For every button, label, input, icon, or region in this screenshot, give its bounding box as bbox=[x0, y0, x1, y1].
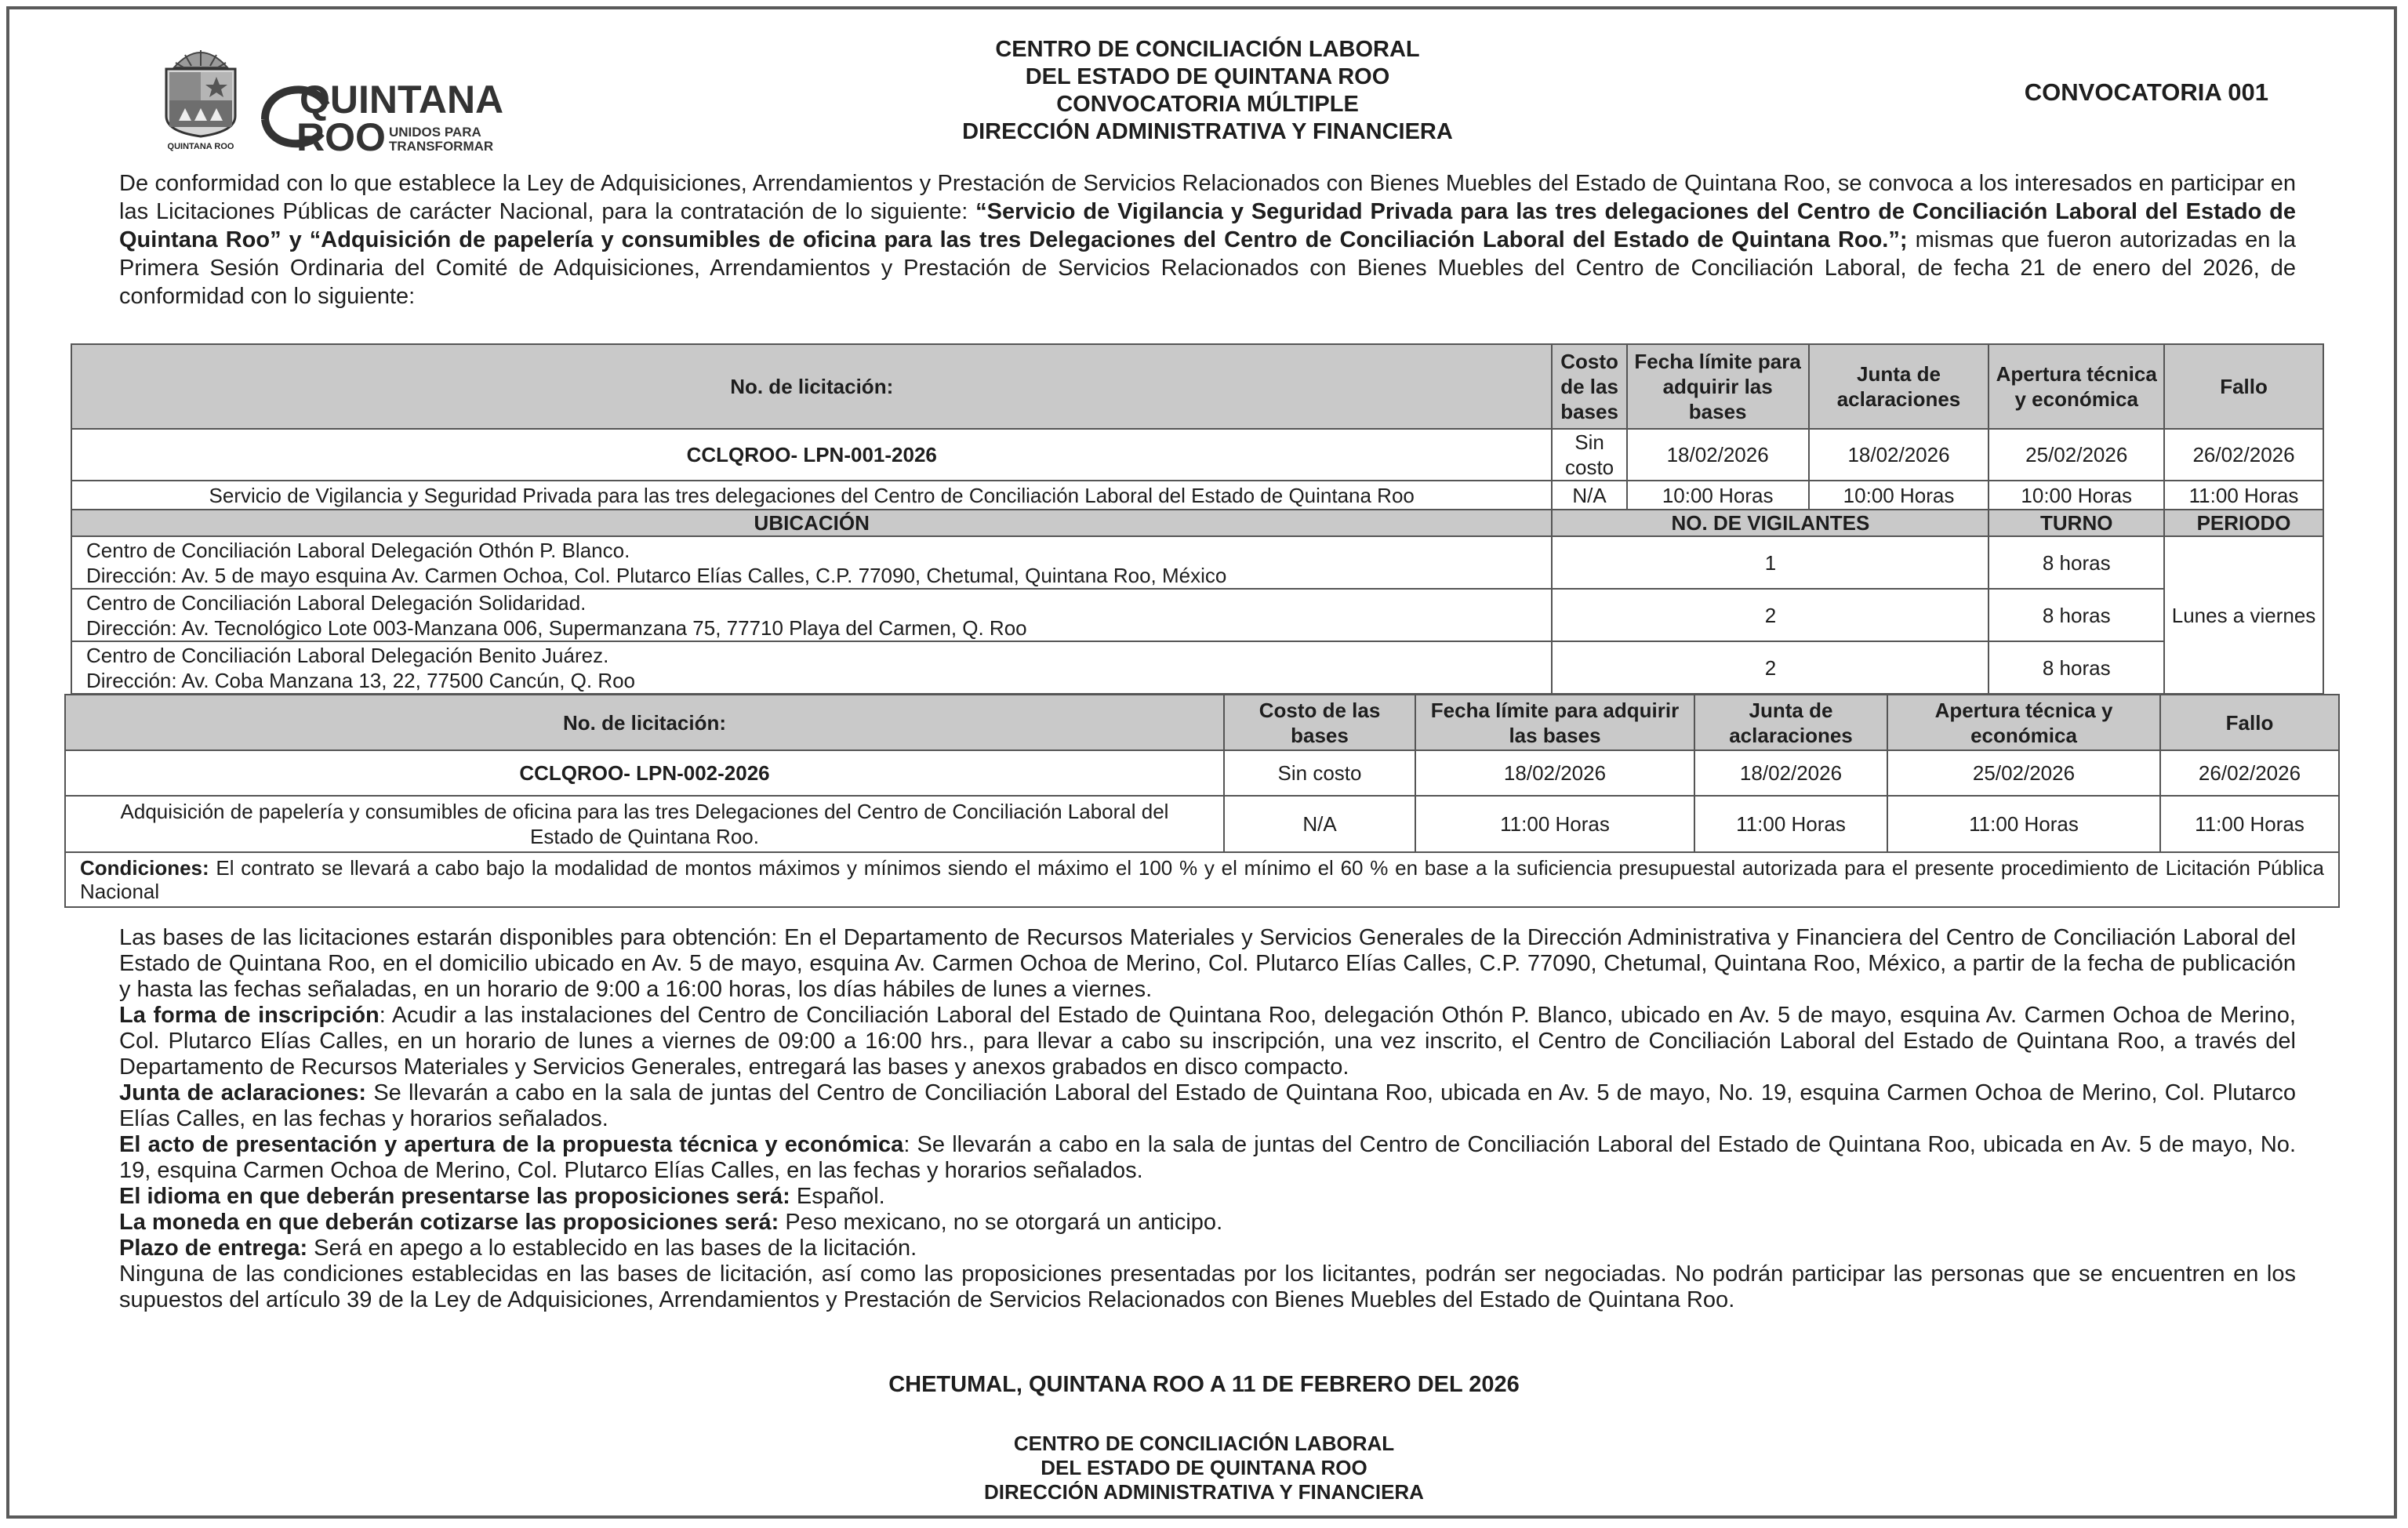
tender-description: Adquisición de papelería y consumibles de oficina para las tres Delegaciones del Centro de Conciliación Laboral del Estado de Quintana Roo. bbox=[65, 796, 1224, 852]
guards-count: 1 bbox=[1552, 536, 1989, 589]
location-name: Centro de Conciliación Laboral Delegación Solidaridad. bbox=[86, 590, 587, 615]
intro-text: De conformidad con lo que establece la Ley de Adquisiciones, Arrendamientos y Prestación de Servicios Relacionados con Bienes Muebles del Estado de Quintana Roo, se convoca a los interesados en participar en las Licitaciones Públicas de carácter Nacional, para la contratación de lo siguiente: bbox=[119, 171, 2296, 224]
col-header: Costo de las bases bbox=[1552, 344, 1626, 429]
location-address: Dirección: Av. Coba Manzana 13, 22, 77500 Cancún, Q. Roo bbox=[86, 668, 636, 692]
table-row bbox=[65, 796, 2339, 852]
table-header-row bbox=[65, 695, 2339, 750]
tender-table-2 bbox=[64, 694, 2340, 908]
table-cell: N/A bbox=[1552, 481, 1626, 510]
table-cell: 11:00 Horas bbox=[1415, 796, 1694, 852]
state-crest-icon bbox=[158, 44, 243, 154]
col-header: Junta de aclaraciones bbox=[1694, 695, 1887, 750]
period: Lunes a viernes bbox=[2164, 536, 2323, 694]
paragraph-label: El idioma en que deberán presentarse las proposiciones será: bbox=[119, 1184, 790, 1209]
paragraph-label: Junta de aclaraciones: bbox=[119, 1080, 367, 1105]
location-row bbox=[71, 536, 2323, 589]
col-header: TURNO bbox=[1989, 510, 2164, 536]
tender-number: CCLQROO- LPN-001-2026 bbox=[71, 429, 1552, 481]
paragraph-label: Plazo de entrega: bbox=[119, 1236, 308, 1261]
location-row bbox=[71, 641, 2323, 694]
table-cell: 18/02/2026 bbox=[1627, 429, 1809, 481]
table-cell: 25/02/2026 bbox=[1989, 429, 2164, 481]
header-title bbox=[737, 36, 1678, 146]
paragraph-text: : Acudir a las instalaciones del Centro de Conciliación Laboral del Estado de Quintana Roo, delegación Othón P. Blanco, ubicado en Av. 5 de mayo, esquina Av. Carmen Ochoa de Merino, Col. Plutarco Elías Calles, en un horario de lunes a viernes de 09:00 a 16:00 hrs., para llevar a cabo su inscripción, una vez inscrito, el Centro de Conciliación Laboral del Estado de Quintana Roo, a través del Departamento de Recursos Materiales y Servicios Generales, entregará las bases y anexos grabados en disco compacto. bbox=[119, 1003, 2296, 1080]
footer-org bbox=[0, 1432, 2408, 1504]
guards-count: 2 bbox=[1552, 589, 1989, 641]
table-cell: 11:00 Horas bbox=[1694, 796, 1887, 852]
table-cell: 26/02/2026 bbox=[2164, 429, 2323, 481]
col-header: Apertura técnica y económica bbox=[1989, 344, 2164, 429]
location-address: Dirección: Av. 5 de mayo esquina Av. Carmen Ochoa, Col. Plutarco Elías Calles, C.P. 77090, Chetumal, Quintana Roo, México bbox=[86, 563, 1227, 587]
paragraph-label: La forma de inscripción bbox=[119, 1003, 380, 1028]
col-header: Fallo bbox=[2160, 695, 2339, 750]
table-cell: 18/02/2026 bbox=[1694, 750, 1887, 796]
location-cell bbox=[71, 641, 1552, 694]
table-row bbox=[65, 750, 2339, 796]
paragraph: Las bases de las licitaciones estarán disponibles para obtención: En el Departamento de Recursos Materiales y Servicios Generales de la Dirección Administrativa y Financiera del Centro de Conciliación Laboral del Estado de Quintana Roo, en el domicilio ubicado en Av. 5 de mayo, esquina Av. Carmen Ochoa de Merino, Col. Plutarco Elías Calles, C.P. 77090, Chetumal, Quintana Roo, México, a partir de la fecha de publicación y hasta las fechas señaladas, en un horario de 9:00 a 16:00 horas, los días hábiles de lunes a viernes. bbox=[119, 925, 2296, 1002]
svg-text:QUINTANA ROO: QUINTANA ROO bbox=[167, 142, 234, 151]
paragraph-text: Peso mexicano, no se otorgará un anticipo. bbox=[779, 1210, 1223, 1235]
table-header-row bbox=[71, 344, 2323, 429]
svg-text:QUINTANA: QUINTANA bbox=[300, 78, 504, 122]
table-cell: 11:00 Horas bbox=[1887, 796, 2160, 852]
paragraph-label: La moneda en que deberán cotizarse las proposiciones será: bbox=[119, 1210, 779, 1235]
table-row bbox=[71, 429, 2323, 481]
location-row bbox=[71, 589, 2323, 641]
location-name: Centro de Conciliación Laboral Delegación Benito Juárez. bbox=[86, 643, 609, 667]
conditions-text: El contrato se llevará a cabo bajo la modalidad de montos máximos y mínimos siendo el máximo el 100 % y el mínimo el 60 % en base a la suficiencia presupuestal autorizada para el presente procedimiento de Licitación Pública Nacional bbox=[80, 856, 2324, 903]
tender-description: Servicio de Vigilancia y Seguridad Privada para las tres delegaciones del Centro de Conciliación Laboral del Estado de Quintana Roo bbox=[71, 481, 1552, 510]
location-address: Dirección: Av. Tecnológico Lote 003-Manzana 006, Supermanzana 75, 77710 Playa del Carmen, Q. Roo bbox=[86, 615, 1027, 640]
col-header: Fecha límite para adquirir las bases bbox=[1627, 344, 1809, 429]
location-cell bbox=[71, 536, 1552, 589]
intro-paragraph bbox=[119, 169, 2296, 310]
paragraph bbox=[119, 1080, 2296, 1132]
shift: 8 horas bbox=[1989, 589, 2164, 641]
table-cell: Sin costo bbox=[1552, 429, 1626, 481]
table-cell: 18/02/2026 bbox=[1415, 750, 1694, 796]
col-header: No. de licitación: bbox=[65, 695, 1224, 750]
svg-text:TRANSFORMAR: TRANSFORMAR bbox=[389, 139, 494, 154]
quintana-roo-logo bbox=[259, 72, 525, 158]
table-cell: 10:00 Horas bbox=[1809, 481, 1989, 510]
table-cell: 11:00 Horas bbox=[2160, 796, 2339, 852]
svg-text:UNIDOS PARA: UNIDOS PARA bbox=[389, 125, 481, 140]
footer-org-line: DIRECCIÓN ADMINISTRATIVA Y FINANCIERA bbox=[984, 1480, 1424, 1504]
paragraph bbox=[119, 1236, 2296, 1261]
shift: 8 horas bbox=[1989, 641, 2164, 694]
col-header: Fallo bbox=[2164, 344, 2323, 429]
guards-count: 2 bbox=[1552, 641, 1989, 694]
col-header: Costo de las bases bbox=[1224, 695, 1415, 750]
paragraph-text: Será en apego a lo establecido en las bases de la licitación. bbox=[307, 1236, 917, 1261]
col-header: No. de licitación: bbox=[71, 344, 1552, 429]
table-cell: Sin costo bbox=[1224, 750, 1415, 796]
header-title-line: CENTRO DE CONCILIACIÓN LABORAL bbox=[995, 37, 1420, 62]
footer-org-line: CENTRO DE CONCILIACIÓN LABORAL bbox=[1013, 1432, 1395, 1455]
tender-table-1 bbox=[71, 343, 2324, 695]
paragraph bbox=[119, 1132, 2296, 1184]
shift: 8 horas bbox=[1989, 536, 2164, 589]
conditions-cell bbox=[65, 852, 2339, 907]
location-cell bbox=[71, 589, 1552, 641]
paragraph-label: El acto de presentación y apertura de la propuesta técnica y económica bbox=[119, 1132, 904, 1157]
table-cell: 10:00 Horas bbox=[1989, 481, 2164, 510]
intro-text-2: mismas que fueron autorizadas en la Primera Sesión Ordinaria del Comité de Adquisiciones, Arrendamientos y Prestación de Servicios Relacionados con Bienes Muebles del Centro de Conciliación Laboral, de fecha 21 de enero del 2026, de conformidad con lo siguiente: bbox=[119, 227, 2296, 309]
paragraph bbox=[119, 1184, 2296, 1210]
table-cell: 25/02/2026 bbox=[1887, 750, 2160, 796]
col-header: Apertura técnica y económica bbox=[1887, 695, 2160, 750]
paragraph-text: : Se llevarán a cabo en la sala de juntas del Centro de Conciliación Laboral del Estado de Quintana Roo, ubicada en Av. 5 de mayo, No. 19, esquina Carmen Ochoa de Merino, Col. Plutarco Elías Calles, en las fechas y horarios señalados. bbox=[119, 1132, 2296, 1183]
paragraph bbox=[119, 1210, 2296, 1236]
table-cell: 10:00 Horas bbox=[1627, 481, 1809, 510]
body-text bbox=[119, 925, 2296, 1313]
col-header: PERIODO bbox=[2164, 510, 2323, 536]
table-cell: 18/02/2026 bbox=[1809, 429, 1989, 481]
date-line: CHETUMAL, QUINTANA ROO A 11 DE FEBRERO DEL 2026 bbox=[888, 1372, 1520, 1397]
table-subheader-row bbox=[71, 510, 2323, 536]
table-row bbox=[71, 481, 2323, 510]
table-cell: 26/02/2026 bbox=[2160, 750, 2339, 796]
header-title-line: DIRECCIÓN ADMINISTRATIVA Y FINANCIERA bbox=[962, 119, 1453, 144]
convocatoria-number: CONVOCATORIA 001 bbox=[2024, 78, 2268, 106]
conditions-label: Condiciones: bbox=[80, 856, 209, 880]
col-header: Fecha límite para adquirir las bases bbox=[1415, 695, 1694, 750]
footer-org-line: DEL ESTADO DE QUINTANA ROO bbox=[1041, 1456, 1367, 1479]
col-header: NO. DE VIGILANTES bbox=[1552, 510, 1989, 536]
col-header: UBICACIÓN bbox=[71, 510, 1552, 536]
location-name: Centro de Conciliación Laboral Delegación Othón P. Blanco. bbox=[86, 538, 630, 562]
svg-text:ROO: ROO bbox=[296, 115, 386, 158]
conditions-row bbox=[65, 852, 2339, 907]
paragraph-text: Se llevarán a cabo en la sala de juntas del Centro de Conciliación Laboral del Estado de Quintana Roo, ubicada en Av. 5 de mayo, No. 19, esquina Carmen Ochoa de Merino, Col. Plutarco Elías Calles, en las fechas y horarios señalados. bbox=[119, 1080, 2297, 1131]
paragraph-text: Español. bbox=[790, 1184, 885, 1209]
tender-number: CCLQROO- LPN-002-2026 bbox=[65, 750, 1224, 796]
col-header: Junta de aclaraciones bbox=[1809, 344, 1989, 429]
table-cell: 11:00 Horas bbox=[2164, 481, 2323, 510]
header-title-line: CONVOCATORIA MÚLTIPLE bbox=[1056, 92, 1359, 117]
intro-bold-text: “Servicio de Vigilancia y Seguridad Privada para las tres delegaciones del Centro de Conciliación Laboral del Estado de Quintana Roo” y “Adquisición de papelería y consumibles de oficina para las tres Delegaciones del Centro de Conciliación Laboral del Estado de Quintana Roo.”; bbox=[119, 199, 2297, 252]
paragraph: Ninguna de las condiciones establecidas en las bases de licitación, así como las proposiciones presentadas por los licitantes, podrán ser negociadas. No podrán participar las personas que se encuentren en los supuestos del artículo 39 de la Ley de Adquisiciones, Arrendamientos y Prestación de Servicios Relacionados con Bienes Muebles del Estado de Quintana Roo. bbox=[119, 1261, 2296, 1312]
table-cell: N/A bbox=[1224, 796, 1415, 852]
header-title-line: DEL ESTADO DE QUINTANA ROO bbox=[1025, 64, 1390, 89]
paragraph bbox=[119, 1003, 2296, 1080]
